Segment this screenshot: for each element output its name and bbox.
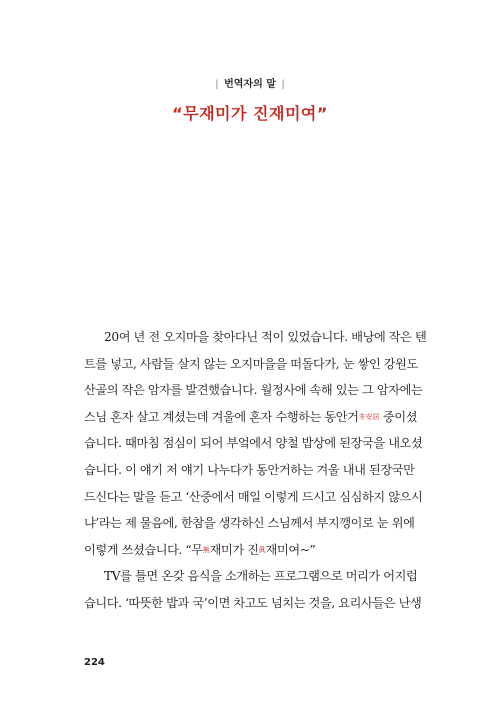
- text-line: 습니다. ‘따뜻한 밥과 국’이면 차고도 넘치는 것을, 요리사들은 난생: [84, 595, 422, 610]
- page-title: “무재미가 진재미여”: [172, 104, 328, 123]
- text-line: 냐’라는 제 물음에, 한참을 생각하신 스님께서 부지깽이로 눈 위에: [84, 516, 415, 531]
- text-segment: 스님 혼자 살고 계셨는데 겨울에 혼자 수행하는 동안거: [84, 409, 359, 424]
- text-line: 트를 넣고, 사람들 살지 않는 오지마을을 떠돌다가, 눈 쌓인 강원도: [84, 356, 418, 371]
- section-name: 번역자의 말: [224, 79, 276, 90]
- section-label: [0, 75, 500, 90]
- paragraph-1: [84, 324, 427, 563]
- hanja-annotation: 冬安居: [358, 412, 380, 421]
- section-bar-right: |: [281, 79, 285, 90]
- text-line-with-hanja: [84, 404, 424, 431]
- section-bar-left: |: [215, 79, 219, 90]
- hanja-annotation: 眞: [258, 545, 266, 554]
- text-line: 습니다. 이 얘기 저 얘기 나누다가 동안거하는 겨울 내내 된장국만: [84, 462, 415, 477]
- text-segment: 재미가 진: [209, 542, 259, 557]
- text-line: 습니다. 때마침 점심이 되어 부엌에서 양철 밥상에 된장국을 내오셨: [84, 436, 423, 451]
- text-line: 드신다는 말을 듣고 ‘산중에서 매일 이렇게 드시고 심심하지 않으시: [84, 489, 423, 504]
- hanja-annotation: 無: [202, 545, 210, 554]
- text-line: TV를 틀면 온갖 음식을 소개하는 프로그램으로 머리가 어지럽: [104, 569, 418, 584]
- text-line: 20여 년 전 오지마을 찾아다닌 적이 있었습니다. 배낭에 작은 텐: [104, 330, 427, 344]
- paragraph-2: [84, 563, 424, 616]
- text-segment: 이렇게 쓰셨습니다. “무: [84, 542, 203, 557]
- body-text: [84, 324, 427, 617]
- text-segment: 중이셨: [379, 409, 418, 424]
- page-number: 224: [84, 657, 105, 668]
- text-segment: 재미여~”: [265, 542, 316, 557]
- text-line: 산골의 작은 암자를 발견했습니다. 월정사에 속해 있는 그 암자에는: [84, 383, 423, 398]
- text-line-with-hanja: [84, 537, 424, 564]
